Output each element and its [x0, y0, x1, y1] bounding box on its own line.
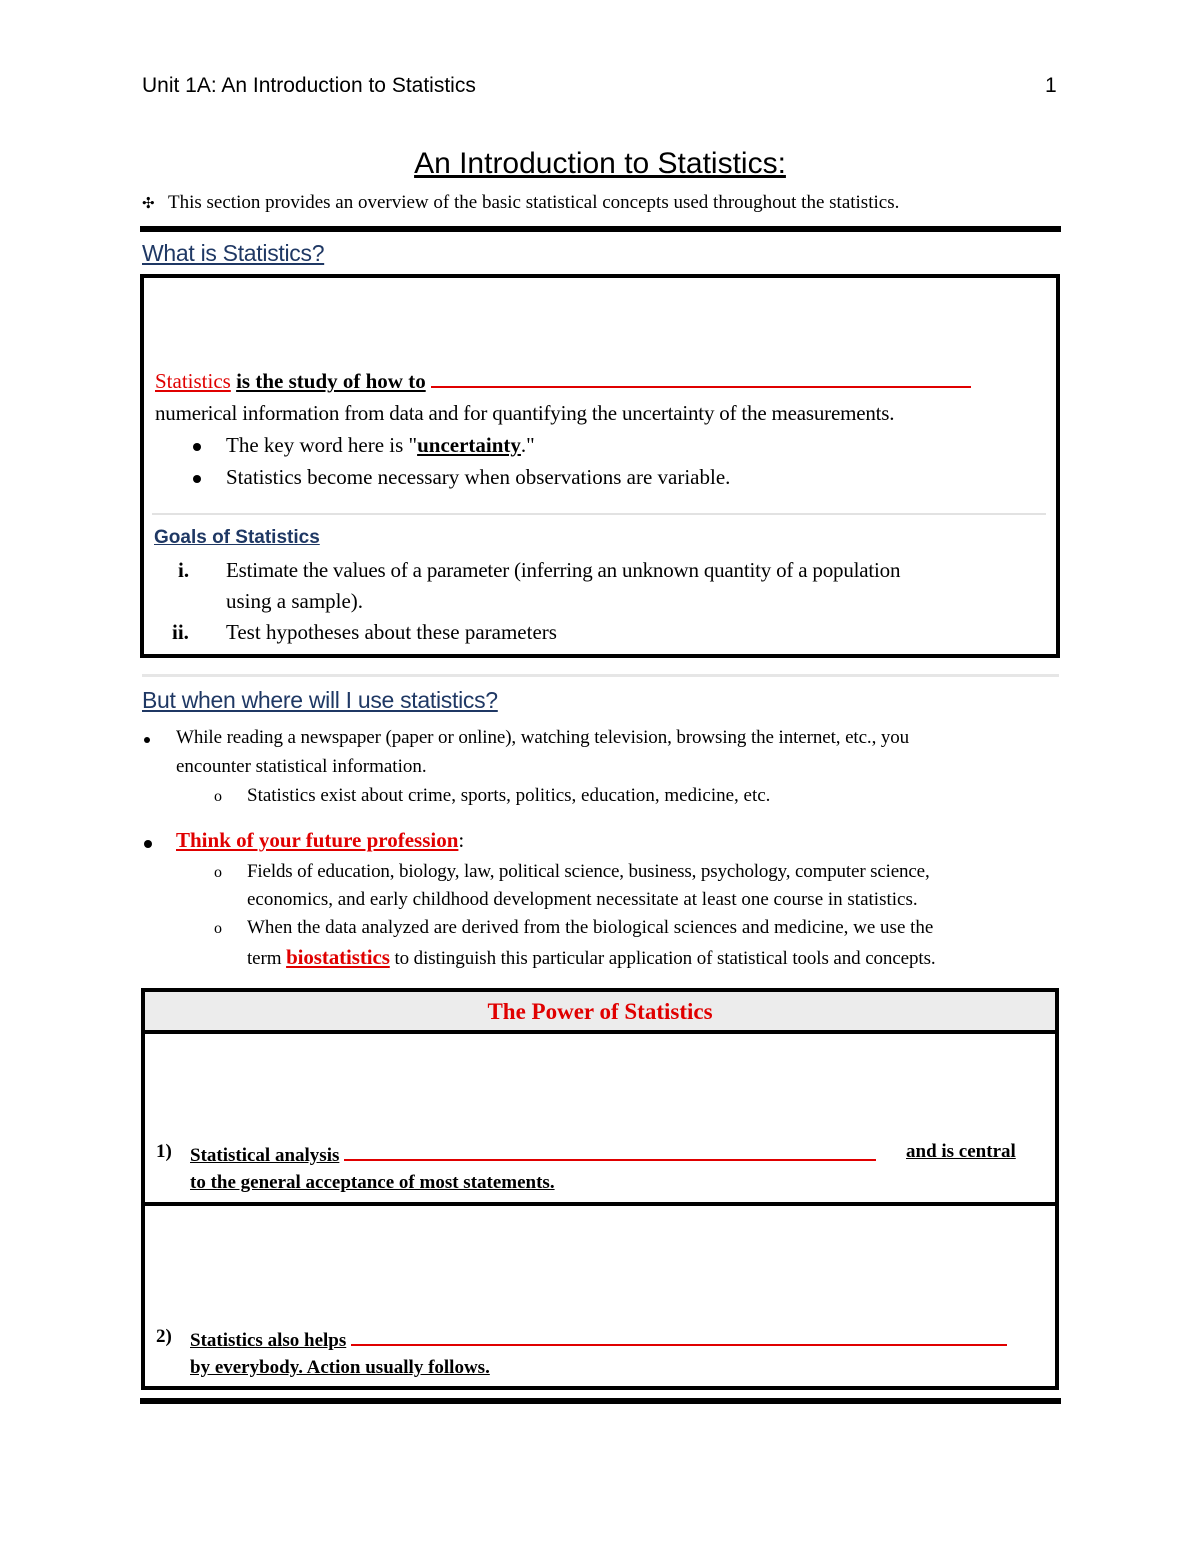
page-number: 1 [1045, 74, 1057, 97]
running-header-title: Unit 1A: An Introduction to Statistics [142, 74, 476, 97]
power-item-1-line-1 [190, 1141, 876, 1167]
bullet-variable: Statistics become necessary when observations are variable. [226, 465, 731, 489]
bottom-rule [140, 1398, 1061, 1404]
diamond-bullet-icon: ✣ [142, 194, 155, 212]
section-divider [142, 674, 1059, 677]
use-sub-3-line-1: When the data analyzed are derived from the biological sciences and medicine, we use the [247, 917, 934, 938]
sub-bullet-icon: o [214, 788, 222, 805]
document-title: An Introduction to Statistics: [414, 147, 786, 180]
power-item-1-line-2: to the general acceptance of most statements. [190, 1172, 555, 1193]
power-row-divider [145, 1202, 1055, 1206]
use-sub-3-line-2 [247, 945, 936, 970]
sub-bullet-icon: o [214, 920, 222, 937]
goal-number-2: ii. [172, 620, 189, 644]
bullet-icon [193, 443, 201, 451]
power-item-2-line-1 [190, 1326, 1007, 1352]
divider-rule [140, 226, 1061, 232]
biostatistics-term: biostatistics [286, 945, 390, 969]
use-sub-2-line-2: economics, and early childhood development necessitate at least one course in statistics. [247, 889, 918, 910]
future-profession-text: Think of your future profession [176, 828, 459, 852]
use-bullet-1-line-1: While reading a newspaper (paper or online), watching television, browsing the internet, etc., you [176, 727, 910, 748]
bullet-icon [193, 475, 201, 483]
use-sub-1: Statistics exist about crime, sports, politics, education, medicine, etc. [247, 785, 771, 806]
inner-divider [152, 513, 1046, 515]
bullet-uncertainty [226, 433, 535, 458]
power-item-1-number: 1) [156, 1141, 172, 1162]
bullet-uncertainty-post: ." [520, 433, 535, 457]
intro-text: This section provides an overview of the basic statistical concepts used throughout the statistics. [168, 192, 900, 213]
use-bullet-1-line-2: encounter statistical information. [176, 756, 427, 777]
goal-1-line-1: Estimate the values of a parameter (inferring an unknown quantity of a population [226, 558, 901, 582]
use-sub-3-pre: term [247, 948, 282, 969]
power-item-2-blank[interactable] [351, 1326, 1007, 1346]
power-item-2-line-2: by everybody. Action usually follows. [190, 1357, 490, 1378]
sub-bullet-icon: o [214, 864, 222, 881]
goal-2-line-1: Test hypotheses about these parameters [226, 620, 557, 644]
bullet-icon [144, 737, 150, 743]
bullet-icon [144, 840, 152, 848]
power-header [145, 992, 1055, 1034]
power-item-1-blank[interactable] [344, 1141, 876, 1161]
power-item-1-post: and is central [906, 1141, 1016, 1162]
goal-number-1: i. [178, 558, 190, 582]
uncertainty-word: uncertainty [417, 433, 521, 457]
intro-line [142, 192, 899, 214]
definition-line-2: numerical information from data and for quantifying the uncertainty of the measurements. [155, 401, 895, 425]
bullet-uncertainty-pre: The key word here is " [226, 433, 418, 457]
goal-1-line-2: using a sample). [226, 589, 364, 613]
definition-blank[interactable] [431, 368, 971, 388]
definition-line [155, 368, 971, 394]
power-title: The Power of Statistics [487, 999, 713, 1024]
use-sub-2-line-1: Fields of education, biology, law, political science, business, psychology, computer science, [247, 861, 930, 882]
use-statistics-heading: But when where will I use statistics? [142, 687, 498, 713]
statistics-term: Statistics [155, 369, 231, 393]
definition-start: is the study of how to [236, 369, 426, 393]
power-item-1-pre: Statistical analysis [190, 1145, 340, 1166]
goals-heading: Goals of Statistics [154, 527, 320, 548]
power-item-2-pre: Statistics also helps [190, 1330, 347, 1351]
what-is-statistics-heading: What is Statistics? [142, 240, 325, 266]
future-profession-colon: : [458, 828, 465, 852]
use-sub-3-post: to distinguish this particular application of statistical tools and concepts. [394, 948, 936, 969]
power-item-2-number: 2) [156, 1326, 172, 1347]
future-profession-line [176, 828, 464, 853]
